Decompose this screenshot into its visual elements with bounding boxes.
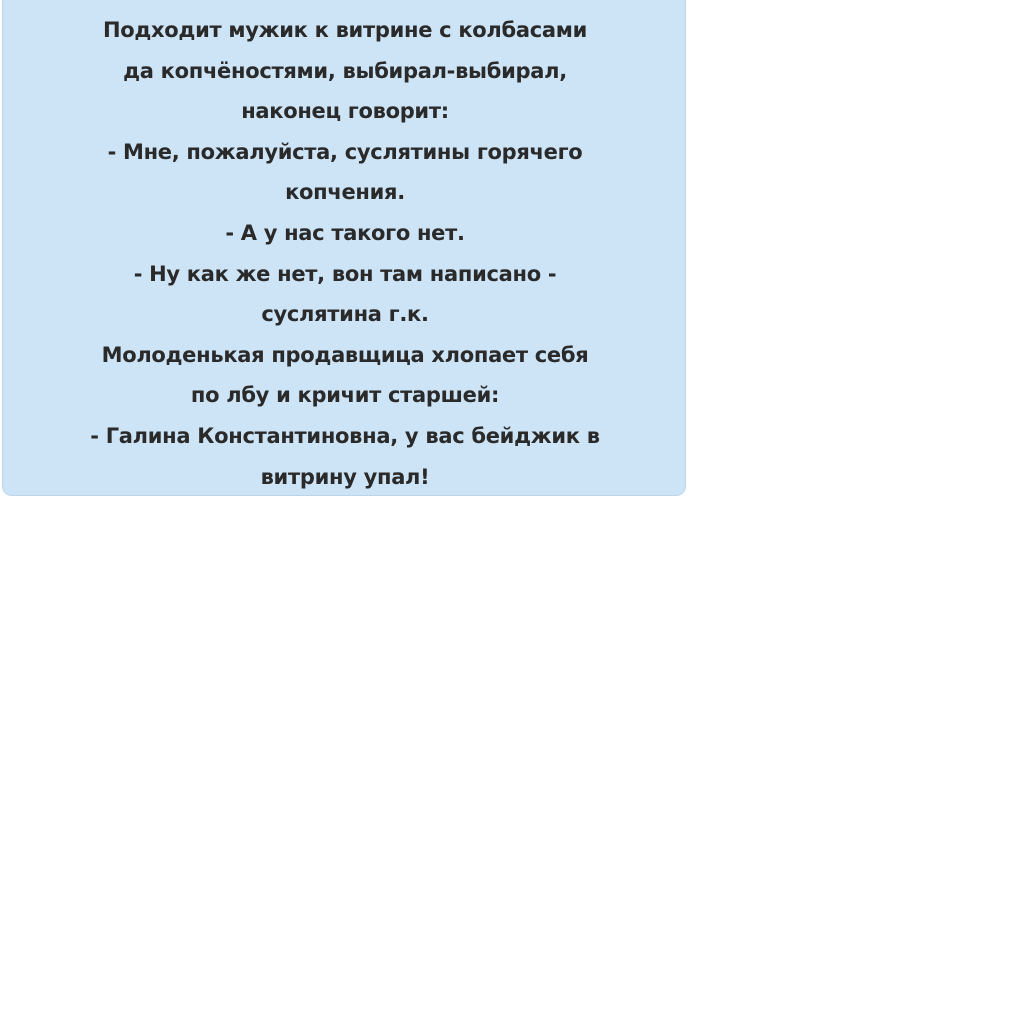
joke-text (3, 10, 687, 497)
joke-line: - А у нас такого нет. (225, 220, 465, 245)
joke-line: наконец говорит: (241, 99, 449, 124)
joke-line: - Галина Константиновна, у вас бейджик в (90, 423, 600, 448)
joke-line: суслятина г.к. (261, 302, 429, 327)
joke-line: витрину упал! (260, 464, 430, 489)
joke-line: Подходит мужик к витрине с колбасами (102, 18, 588, 42)
joke-card (2, 0, 686, 496)
joke-line: Молоденькая продавщица хлопает себя (101, 342, 589, 367)
joke-line: копчения. (285, 180, 405, 205)
joke-line: по лбу и кричит старшей: (190, 383, 500, 408)
joke-line: да копчёностями, выбирал-выбирал, (123, 58, 567, 83)
joke-line: - Мне, пожалуйста, суслятины горячего (107, 139, 583, 164)
joke-line: - Ну как же нет, вон там написано - (133, 261, 557, 286)
